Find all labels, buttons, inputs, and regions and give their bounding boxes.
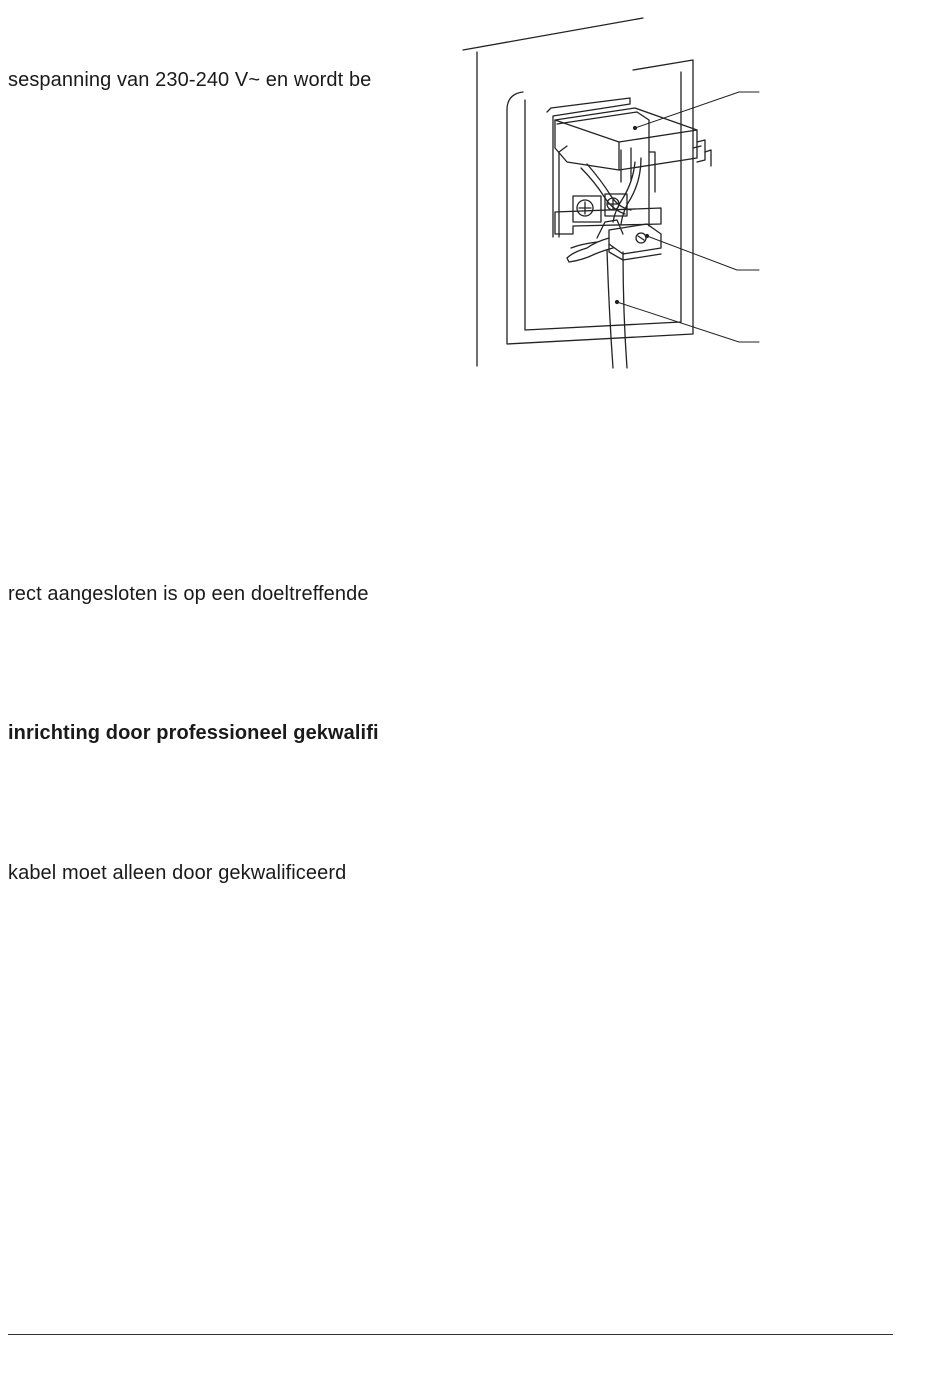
wall-top-edge xyxy=(463,18,643,50)
cable-clamp xyxy=(567,224,661,262)
body-text-grounding: rect aangesloten is op een doeltreffende xyxy=(8,583,369,605)
body-text-installation-warning: inrichting door professioneel gekwalifi xyxy=(8,722,379,744)
terminal-cover xyxy=(555,108,711,170)
callout-lines xyxy=(615,92,759,342)
terminal-screws xyxy=(573,194,627,222)
callout-line-cover xyxy=(635,92,759,128)
footer-divider xyxy=(8,1334,893,1335)
power-cable xyxy=(597,220,627,368)
body-text-voltage: sespanning van 230-240 V~ en wordt be xyxy=(8,69,372,91)
terminal-block-diagram xyxy=(455,12,775,372)
callout-line-cable xyxy=(617,302,759,342)
callout-line-clamp xyxy=(647,236,759,270)
body-text-cable-replacement: kabel moet alleen door gekwalificeerd xyxy=(8,862,347,884)
recess-outer xyxy=(507,60,693,344)
